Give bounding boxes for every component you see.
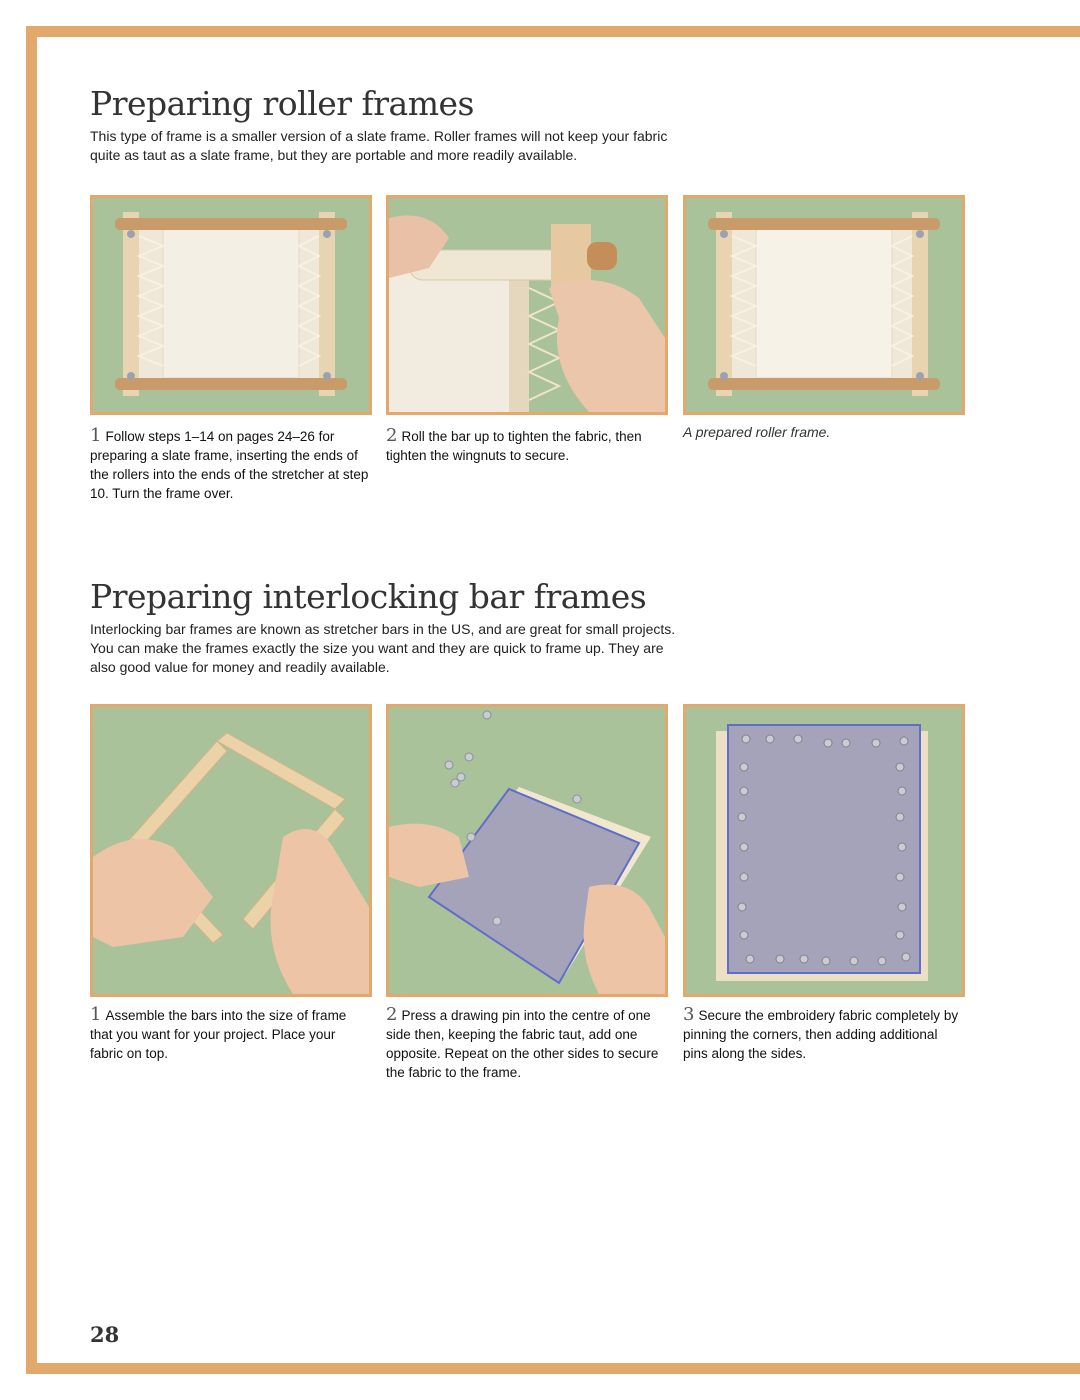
page-number: 28 xyxy=(90,1322,120,1347)
photo-prepared-roller-frame xyxy=(683,195,965,415)
caption-roller-step-2 xyxy=(386,426,668,465)
photo-interlocking-step-1 xyxy=(90,704,372,997)
caption-interlocking-step-3 xyxy=(683,1005,965,1063)
step-number: 2 xyxy=(386,425,398,446)
step-text: Secure the embroidery fabric completely by pinning the corners, then adding additional pins along the sides. xyxy=(683,1008,959,1061)
caption-interlocking-step-2 xyxy=(386,1005,668,1082)
photo-interlocking-step-3 xyxy=(683,704,965,997)
page-border-bottom xyxy=(26,1363,1080,1374)
page-border-left xyxy=(26,26,37,1374)
photo-interlocking-step-2 xyxy=(386,704,668,997)
photo-roller-frame-step-1 xyxy=(90,195,372,415)
step-text: Follow steps 1–14 on pages 24–26 for preparing a slate frame, inserting the ends of the rollers into the ends of the stretcher at step 10. Turn the frame over. xyxy=(90,429,369,501)
caption-prepared-roller-frame: A prepared roller frame. xyxy=(683,424,831,440)
step-number: 1 xyxy=(90,1004,102,1025)
step-text: Roll the bar up to tighten the fabric, then tighten the wingnuts to secure. xyxy=(386,429,642,463)
section-title-interlocking-bar-frames: Preparing interlocking bar frames xyxy=(90,577,647,616)
caption-interlocking-step-1 xyxy=(90,1005,372,1063)
step-number: 3 xyxy=(683,1004,695,1025)
page-border-top xyxy=(26,26,1080,37)
section-intro-roller-frames: This type of frame is a smaller version of a slate frame. Roller frames will not keep your fabric quite as taut as a slate frame, but they are portable and more readily available. xyxy=(90,128,668,163)
step-number: 1 xyxy=(90,425,102,446)
section-title-roller-frames: Preparing roller frames xyxy=(90,84,474,123)
photo-roller-frame-step-2 xyxy=(386,195,668,415)
caption-roller-step-1 xyxy=(90,426,372,503)
step-text: Assemble the bars into the size of frame that you want for your project. Place your fabric on top. xyxy=(90,1008,347,1061)
section-intro-interlocking-bar-frames: Interlocking bar frames are known as stretcher bars in the US, and are great for small projects. You can make the frames exactly the size you want and they are quick to frame up. They are also good value for money and readily available. xyxy=(90,621,676,675)
step-number: 2 xyxy=(386,1004,398,1025)
step-text: Press a drawing pin into the centre of one side then, keeping the fabric taut, add one opposite. Repeat on the other sides to secure the fabric to the frame. xyxy=(386,1008,659,1080)
